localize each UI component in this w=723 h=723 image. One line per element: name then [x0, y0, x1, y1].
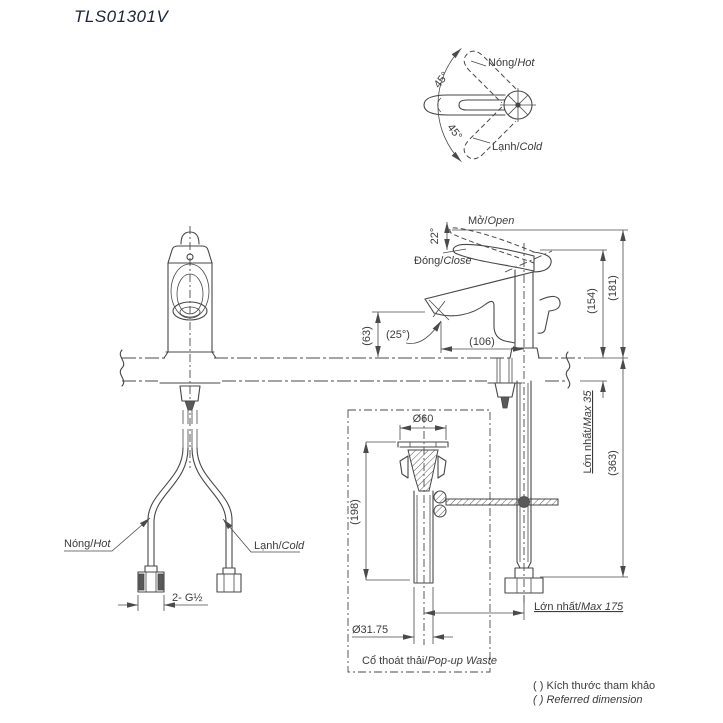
cold-hose-fitting: [217, 568, 241, 592]
mounting-nut-side: [495, 383, 515, 397]
height-open-label: (181): [607, 275, 619, 301]
popup-waste-detail: [348, 410, 558, 672]
note-vietnamese: ( ) Kích thước tham khảo: [533, 680, 656, 692]
cold-hose: [197, 448, 232, 568]
hot-label-top-view: Nóng/Hot: [488, 57, 535, 69]
angle-45-lower: 45°: [444, 121, 465, 143]
hot-hose-fitting: [138, 566, 164, 592]
side-view-faucet: [361, 215, 628, 620]
hose-offset-label: Lớn nhất/Max 175: [534, 601, 624, 613]
spout-height-label: (63): [361, 326, 373, 346]
deck-break-right: [566, 352, 569, 388]
angle-45-upper: 45°: [431, 69, 452, 91]
thread-spec-label: 2- G½: [172, 592, 203, 604]
waste-body: [408, 450, 438, 491]
deck-thickness-label: Lớn nhất/Max 35: [582, 390, 594, 474]
pivot-ball-upper: [434, 491, 446, 503]
top-view-handle-rotation: [424, 47, 543, 163]
handle-outline: [424, 95, 505, 115]
popup-waste-caption: Cổ thoát thải/Pop-up Waste: [362, 655, 497, 667]
hot-hose: [148, 448, 183, 566]
pivot-ball-lower: [434, 505, 446, 517]
lift-rod: [446, 499, 558, 505]
spout-reach-label: (106): [469, 336, 495, 348]
cold-label-front-view: Lạnh/Cold: [254, 540, 305, 552]
handle-end-cap: [533, 252, 551, 272]
height-closed-label: (154): [586, 288, 598, 314]
open-label: Mở/Open: [468, 215, 515, 227]
note-english: ( ) Referred dimension: [533, 694, 643, 706]
handle-inner-detail: [459, 100, 505, 110]
pipe-dia-label: Ø31.75: [352, 624, 389, 636]
front-view-faucet: [64, 226, 305, 611]
spout-angle-label: (25°): [386, 329, 410, 341]
reference-notes: [533, 680, 655, 706]
hot-label-front-view: Nóng/Hot: [64, 538, 111, 550]
waste-height-label: (198): [349, 499, 361, 525]
close-label: Đóng/Close: [414, 255, 472, 267]
below-deck-depth-label: (363): [607, 450, 619, 476]
model-number: TLS01301V: [74, 7, 169, 26]
flange-dia-label: Ø60: [412, 413, 434, 425]
swing-arc: [438, 48, 461, 161]
counter-deck: [120, 350, 628, 388]
cold-label-top-view: Lạnh/Cold: [492, 141, 543, 153]
side-lever-detail: [538, 296, 560, 333]
handle-angle-label: 22°: [429, 227, 441, 245]
